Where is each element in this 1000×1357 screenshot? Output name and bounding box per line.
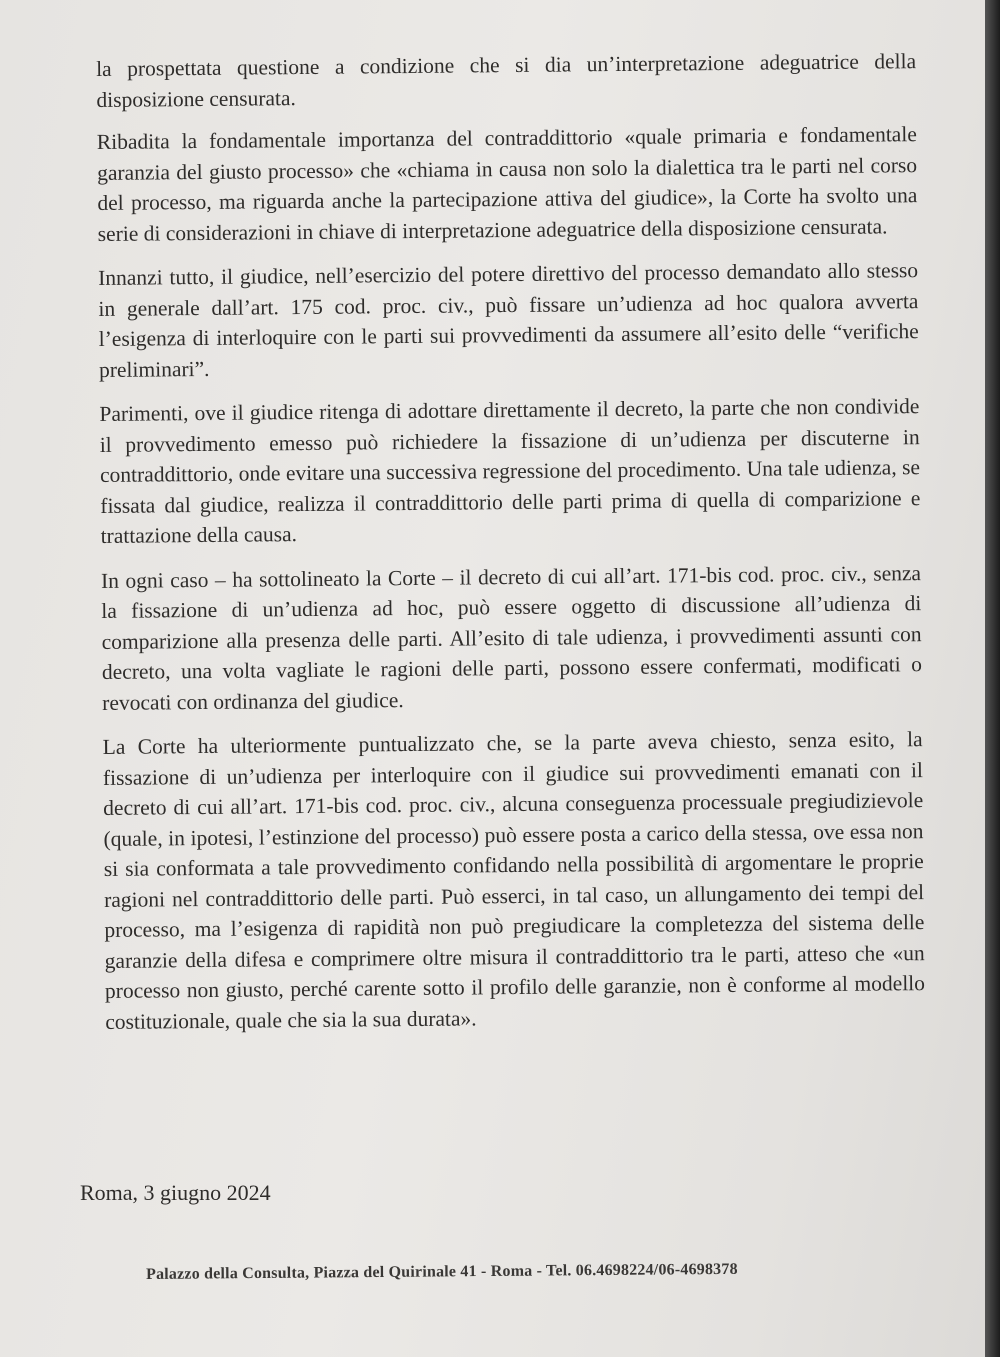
place-and-date: Roma, 3 giugno 2024: [80, 1180, 271, 1205]
paragraph-4: Parimenti, ove il giudice ritenga di adottare direttamente il decreto, la parte che non condivide il provvedimento emesso può richiedere la fissazione di un’udienza per discuterne in contraddittorio, onde evitare una successiva regressione del procedimento. Una tale udienza, se fissata dal giudice, realizza il contraddittorio delle parti prima di quella di comparizione e trattazione della causa.: [99, 394, 921, 548]
letterhead-footer: Palazzo della Consulta, Piazza del Quirinale 41 - Roma - Tel. 06.4698224/06-4698378: [146, 1260, 738, 1283]
paragraph-3: Innanzi tutto, il giudice, nell’esercizio del potere direttivo del processo demandato allo stesso in generale dall’art. 175 cod. proc. civ., può fissare un’udienza ad hoc qualora avverta l’esigenza di interloquire con le parti sui provvedimenti da assumere all’esito delle “verifiche preliminari”.: [98, 258, 919, 382]
paragraph-6: La Corte ha ulteriormente puntualizzato che, se la parte aveva chiesto, senza esito, la fissazione di un’udienza per interloquire con il giudice sui provvedimenti emanati con il decreto di cui all’art. 171-bis cod. proc. civ., alcuna conseguenza processuale pregiudizievole (quale, in ipotesi, l’estinzione del processo) può essere posta a carico della stessa, ove essa non si sia conformata a tale provvedimento confidando nella possibilità di argomentare le proprie ragioni nel contraddittorio delle parti. Può esserci, in tal caso, un allungamento dei tempi del processo, ma l’esigenza di rapidità non può pregiudicare la completezza del sistema delle garanzie della difesa e comprimere oltre misura il contraddittorio tra le parti, atteso che «un processo non giusto, perché carente sotto il profilo delle garanzie, non è conforme al modello costituzionale, quale che sia la sua durata».: [102, 727, 926, 1034]
document-body: [96, 46, 926, 1051]
background-edge: [985, 0, 1000, 1357]
paragraph-5: In ogni caso – ha sottolineato la Corte – il decreto di cui all’art. 171-bis cod. proc. civ., senza la fissazione di un’udienza ad hoc, può essere oggetto di discussione all’udienza di comparizione alla presenza delle parti. All’esito di tale udienza, i provvedimenti assunti con decreto, una volta vagliate le ragioni delle parti, possono essere confermati, modificati o revocati con ordinanza del giudice.: [100, 560, 923, 715]
paragraph-1: la prospettata questione a condizione che si dia un’interpretazione adeguatrice della disposizione censurata.: [96, 49, 917, 112]
paragraph-2: Ribadita la fondamentale importanza del contraddittorio «quale primaria e fondamentale garanzia del giusto processo» che «chiama in causa non solo la dialettica tra le parti nel corso del processo, ma riguarda anche la partecipazione attiva del giudice», la Corte ha svolto una serie di considerazioni in chiave di interpretazione adeguatrice della disposizione censurata.: [96, 122, 918, 246]
